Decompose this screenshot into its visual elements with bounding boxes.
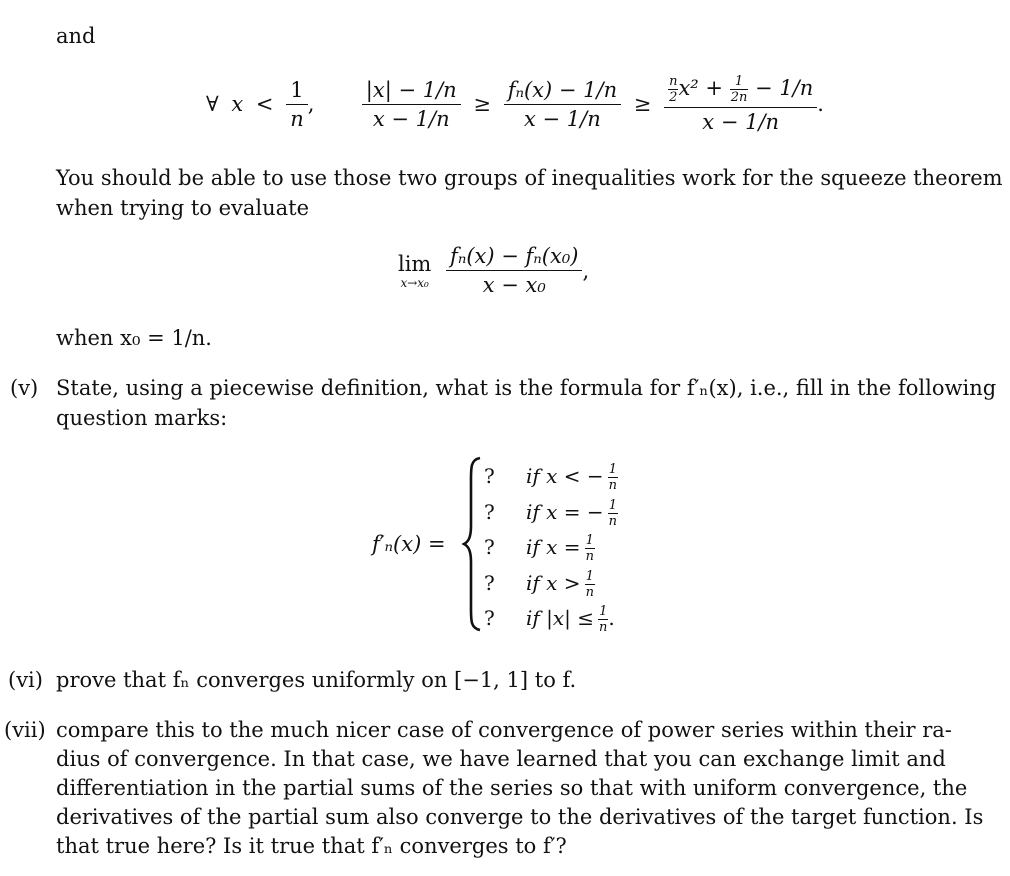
piecewise-row [484, 533, 595, 564]
lim-word: lim [398, 251, 432, 276]
item-vii-line: that true here? Is it true that f′ₙ converges to f′? [56, 834, 567, 858]
case-condition: if |x| ≤ [526, 606, 595, 630]
period: . [817, 92, 824, 116]
case-condition: if x > [526, 570, 581, 595]
frac-one-over-n [286, 78, 308, 131]
case-fraction [585, 533, 595, 564]
frac-abs-num: |x| − 1/n [365, 77, 457, 102]
case-fraction-num: 1 [585, 533, 594, 548]
limit-display [398, 244, 589, 297]
frac-fn-den: x − 1/n [504, 104, 621, 131]
item-v-line-2: question marks: [56, 406, 228, 430]
geq-sign-1: ≥ [473, 92, 491, 116]
one-over-2n-den: 2n [730, 90, 748, 105]
case-value: ? [484, 499, 495, 524]
diff-quot-num: fₙ(x) − fₙ(x₀) [450, 244, 579, 268]
frac-num: 1 [290, 77, 304, 102]
frac-quad-num [664, 74, 817, 107]
item-vii-line: dius of convergence. In that case, we have learned that you can exchange limit and [56, 747, 946, 771]
piecewise-row [484, 498, 618, 529]
when-line: when x₀ = 1/n. [56, 326, 212, 350]
difference-quotient [446, 244, 582, 297]
geq-sign-2: ≥ [633, 92, 652, 116]
lim-subscript: x→x₀ [400, 275, 429, 290]
x-squared-plus: x² + [678, 76, 724, 100]
case-fraction-den: n [608, 513, 618, 529]
fraction-abs [362, 78, 461, 131]
lt-sign: < [255, 92, 274, 116]
paragraph-line-2: when trying to evaluate [56, 196, 310, 220]
case-fraction-den: n [585, 549, 594, 564]
case-condition: if x < − [526, 464, 604, 488]
item-vii-line: derivatives of the partial sum also converge to the derivatives of the target function. Is [56, 805, 984, 829]
item-vii-label: (vii) [4, 718, 46, 742]
case-fraction-den: n [608, 478, 618, 493]
left-brace-icon [462, 456, 484, 632]
case-fraction-den: n [599, 620, 608, 635]
case-tail: . [608, 606, 615, 630]
n-over-2-num: n [669, 74, 678, 89]
n-over-2-den: 2 [669, 90, 678, 105]
one-over-2n-num: 1 [734, 74, 744, 89]
case-value: ? [484, 464, 495, 488]
piecewise-row [484, 569, 595, 600]
case-fraction-num: 1 [608, 497, 617, 513]
inequality-display [206, 74, 824, 136]
case-fraction [585, 569, 595, 600]
case-condition: if x = [526, 535, 581, 559]
case-value: ? [484, 570, 495, 595]
piecewise-lhs: f′ₙ(x) = [372, 532, 446, 556]
frac-fn-num: fₙ(x) − 1/n [507, 77, 618, 102]
case-fraction [608, 498, 618, 529]
case-value: ? [484, 535, 495, 559]
intro-word: and [56, 24, 96, 48]
case-fraction [608, 462, 618, 493]
case-value: ? [484, 606, 495, 630]
piecewise-row [484, 462, 618, 493]
frac-abs-den: x − 1/n [362, 104, 461, 131]
minus-one-over-n: − 1/n [755, 76, 814, 100]
item-vii-line: differentiation in the partial sums of the series so that with uniform convergence, the [56, 776, 968, 800]
item-vii-text [56, 718, 984, 863]
item-vi-text: prove that fₙ converges uniformly on [−1, 1] to f. [56, 668, 577, 692]
fraction-fn [504, 78, 621, 131]
frac-quad-den: x − 1/n [664, 107, 817, 134]
fraction-quadratic [664, 74, 817, 134]
item-vii-line: compare this to the much nicer case of convergence of power series within their ra- [56, 718, 952, 742]
piecewise-row [484, 604, 615, 635]
forall-symbol: ∀ [206, 92, 219, 116]
case-fraction-num: 1 [608, 462, 617, 477]
lim-operator [398, 252, 431, 290]
case-fraction-num: 1 [599, 604, 608, 619]
case-condition: if x = − [526, 499, 604, 524]
item-v-line-1: State, using a piecewise definition, what is the formula for f′ₙ(x), i.e., fill in the following [56, 376, 997, 400]
case-fraction-num: 1 [585, 568, 594, 584]
comma: , [307, 92, 315, 116]
paragraph-line-1: You should be able to use those two groups of inequalities work for the squeeze theorem [56, 166, 1003, 190]
one-over-2n [730, 74, 749, 105]
var-x: x [231, 92, 244, 116]
diff-quot-den: x − x₀ [446, 270, 582, 297]
case-fraction [598, 604, 608, 635]
case-fraction-den: n [585, 584, 594, 600]
item-v-label: (v) [10, 376, 39, 400]
frac-den: n [286, 104, 308, 131]
limit-comma: , [582, 258, 590, 283]
n-over-2 [668, 74, 678, 105]
item-vi-label: (vi) [8, 668, 43, 692]
